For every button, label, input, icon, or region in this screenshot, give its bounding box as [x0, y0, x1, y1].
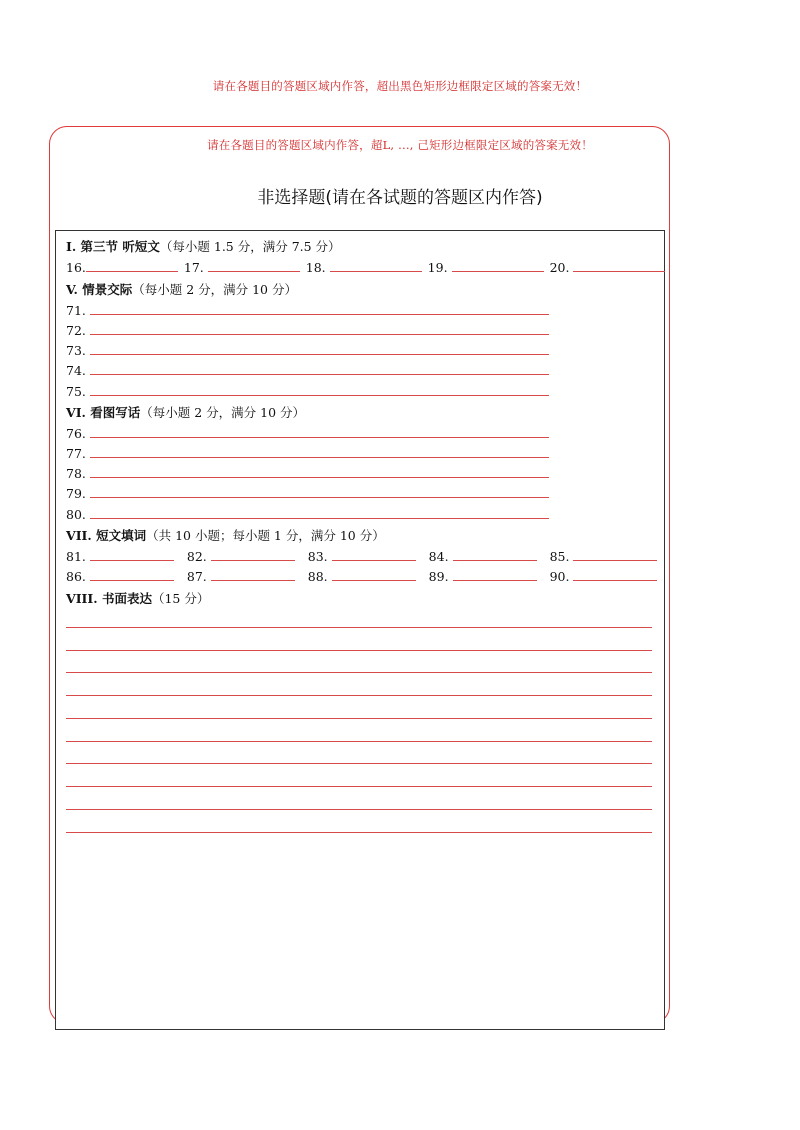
section-writing-heading: [66, 589, 209, 607]
item-number: 17.: [183, 260, 204, 275]
answer-blank[interactable]: [90, 445, 549, 458]
item-number: 85.: [549, 549, 570, 564]
answer-blank-89[interactable]: [453, 568, 537, 581]
section-label: VII. 短文填词: [66, 528, 147, 543]
essay-writing-line[interactable]: [66, 695, 652, 696]
item-number: 18.: [305, 260, 326, 275]
item-number: 75.: [66, 384, 86, 399]
answer-line-72: [66, 322, 549, 338]
answer-blank-81[interactable]: [90, 548, 174, 561]
answer-blank[interactable]: [90, 383, 549, 396]
item-number: 74.: [66, 363, 86, 378]
answer-area-warning-top: 请在各题目的答题区域内作答，超出黑色矩形边框限定区域的答案无效！: [212, 79, 588, 93]
answer-line-74: [66, 362, 549, 378]
answer-line-73: [66, 342, 549, 358]
item-number: 84.: [428, 549, 449, 564]
answer-blank-17[interactable]: [208, 259, 300, 272]
answer-line-77: [66, 445, 549, 461]
item-number: 86.: [66, 569, 86, 584]
section-label: VIII. 书面表达: [66, 591, 152, 606]
answer-blank-88[interactable]: [332, 568, 416, 581]
listening-answer-row: [66, 259, 665, 275]
item-number: 19.: [427, 260, 448, 275]
answer-blank[interactable]: [90, 485, 549, 498]
answer-blank-85[interactable]: [573, 548, 657, 561]
essay-writing-line[interactable]: [66, 832, 652, 833]
section-dialogue-heading: [66, 280, 297, 298]
answer-blank[interactable]: [90, 322, 549, 335]
answer-blank[interactable]: [90, 302, 549, 315]
item-number: 79.: [66, 486, 86, 501]
essay-writing-line[interactable]: [66, 650, 652, 651]
answer-blank-19[interactable]: [452, 259, 544, 272]
answer-line-76: [66, 425, 549, 441]
answer-blank-20[interactable]: [573, 259, 665, 272]
section-note: （每小题 1.5 分，满分 7.5 分）: [159, 239, 341, 254]
section-label: V. 情景交际: [66, 282, 133, 297]
section-label: I. 第三节 听短文: [66, 239, 160, 254]
essay-writing-line[interactable]: [66, 627, 652, 628]
answer-line-79: [66, 485, 549, 501]
answer-blank-82[interactable]: [211, 548, 295, 561]
answer-blank-18[interactable]: [330, 259, 422, 272]
section-label: VI. 看图写话: [66, 405, 141, 420]
item-number: 20.: [549, 260, 570, 275]
answer-area-warning-inner: 请在各题目的答题区域内作答，超L, ..., 己矩形边框限定区域的答案无效！: [207, 138, 593, 152]
item-number: 80.: [66, 507, 86, 522]
answer-blank[interactable]: [90, 465, 549, 478]
item-number: 72.: [66, 323, 86, 338]
essay-writing-line[interactable]: [66, 718, 652, 719]
section-note: （每小题 2 分，满分 10 分）: [132, 282, 297, 297]
answer-blank[interactable]: [90, 342, 549, 355]
answer-box: [55, 230, 665, 1030]
section-listening-heading: [66, 237, 341, 255]
item-number: 73.: [66, 343, 86, 358]
section-cloze-heading: [66, 526, 385, 544]
item-number: 87.: [186, 569, 207, 584]
item-number: 78.: [66, 466, 86, 481]
section-note: （15 分）: [151, 591, 210, 606]
answer-blank-90[interactable]: [573, 568, 657, 581]
answer-line-71: [66, 302, 549, 318]
item-number: 83.: [307, 549, 328, 564]
section-note: （共 10 小题；每小题 1 分，满分 10 分）: [146, 528, 385, 543]
essay-writing-line[interactable]: [66, 763, 652, 764]
sheet-title: 非选择题(请在各试题的答题区内作答): [257, 188, 543, 208]
section-note: （每小题 2 分，满分 10 分）: [140, 405, 306, 420]
essay-writing-line[interactable]: [66, 786, 652, 787]
answer-blank-83[interactable]: [332, 548, 416, 561]
item-number: 16.: [66, 260, 86, 275]
answer-blank-16[interactable]: [86, 259, 178, 272]
item-number: 81.: [66, 549, 86, 564]
answer-line-80: [66, 506, 549, 522]
answer-blank-87[interactable]: [211, 568, 295, 581]
item-number: 89.: [428, 569, 449, 584]
cloze-answer-row-2: [66, 568, 657, 584]
essay-writing-line[interactable]: [66, 672, 652, 673]
answer-line-75: [66, 383, 549, 399]
item-number: 90.: [549, 569, 570, 584]
answer-blank[interactable]: [90, 506, 549, 519]
answer-blank-84[interactable]: [453, 548, 537, 561]
answer-blank[interactable]: [90, 425, 549, 438]
essay-writing-line[interactable]: [66, 809, 652, 810]
item-number: 71.: [66, 303, 86, 318]
item-number: 82.: [186, 549, 207, 564]
section-picture-writing-heading: [66, 403, 305, 421]
answer-line-78: [66, 465, 549, 481]
item-number: 88.: [307, 569, 328, 584]
essay-writing-line[interactable]: [66, 741, 652, 742]
item-number: 77.: [66, 446, 86, 461]
answer-blank-86[interactable]: [90, 568, 174, 581]
answer-blank[interactable]: [90, 362, 549, 375]
item-number: 76.: [66, 426, 86, 441]
cloze-answer-row-1: [66, 548, 657, 564]
